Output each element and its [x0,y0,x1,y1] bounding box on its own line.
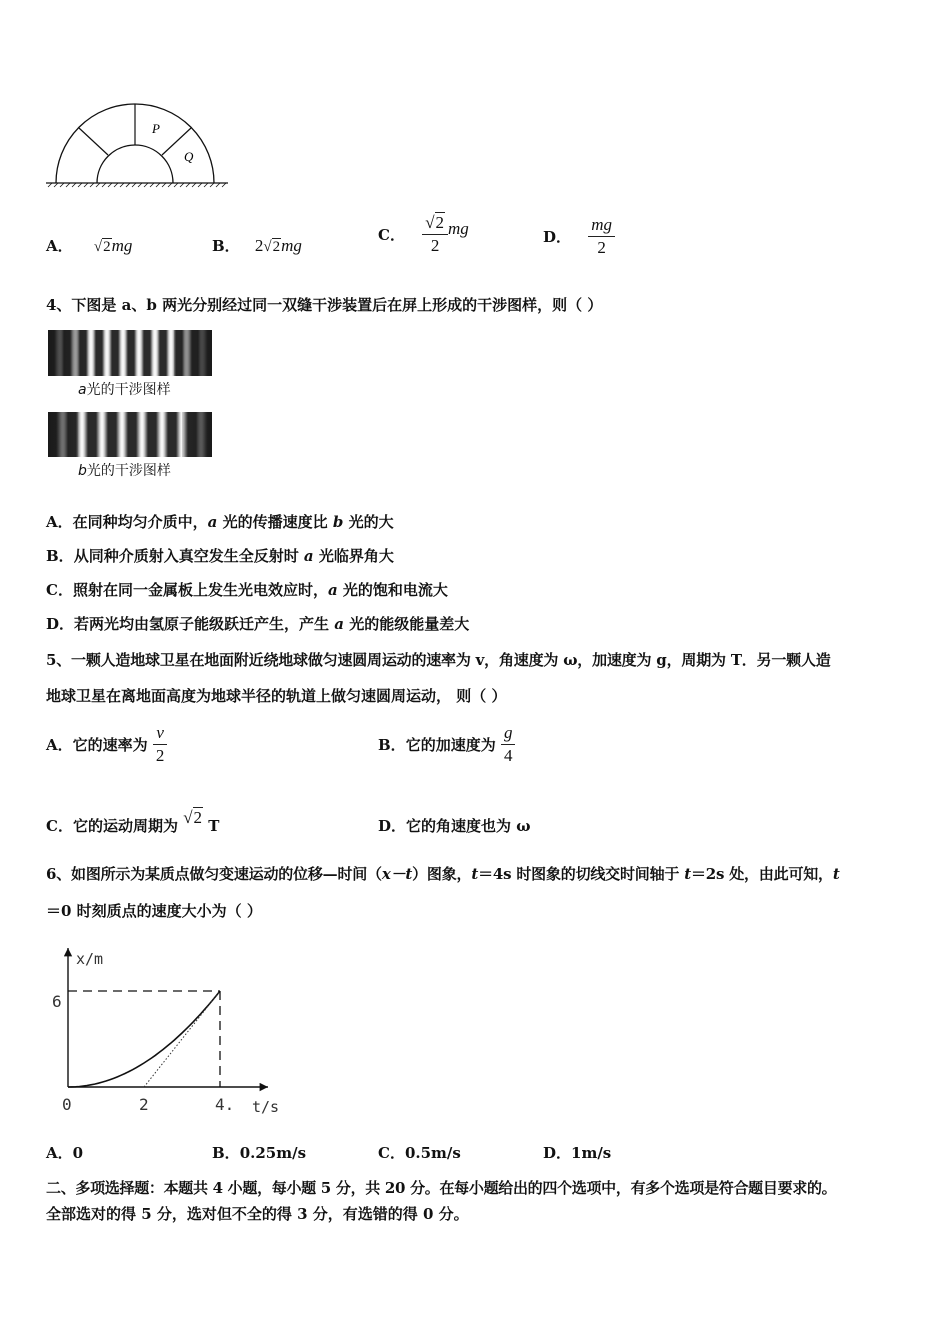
q3-option-c: C． $\frac{√2}{2}$ mg [378,213,469,255]
xt-chart [40,940,300,1125]
q4-option-b: B．从同种介质射入真空发生全反射时 a 光临界角大 [46,547,394,565]
q3-option-b: B． 2√2mg [212,236,302,255]
x-axis-label: t/s [252,1098,280,1116]
y-axis-label: x/m [76,950,104,968]
interference-pattern-b [48,412,212,457]
q6-stem-line1: 6、如图所示为某质点做匀变速运动的位移—时间（x－t）图象，t＝4s 时图象的切线交时间轴于 t＝2s 处，由此可知，t [46,865,840,883]
label-q: Q [184,149,194,164]
q5-stem-line1: 5、一颗人造地球卫星在地面附近绕地球做匀速圆周运动的速率为 v，角速度为 ω，加速度为 g，周期为 T．另一颗人造 [46,651,831,669]
q6-option-a: A．0 [46,1144,84,1162]
q5-option-a: A．它的速率为 $\frac{v}{2}$ [46,722,167,767]
q3-option-d: D． $\frac{mg}{2}$ [543,214,615,259]
x-tick-0: 0 [62,1095,72,1114]
q6-option-d: D．1m/s [543,1144,612,1162]
q4-option-c: C．照射在同一金属板上发生光电效应时，a 光的饱和电流大 [46,581,448,599]
section2-line2: 全部选对的得 5 分，选对但不全的得 3 分，有选错的得 0 分。 [46,1205,469,1223]
q4-stem: 4、下图是 a、b 两光分别经过同一双缝干涉装置后在屏上形成的干涉图样，则（ ） [46,296,603,314]
q4-option-a: A．在同种均匀介质中，a 光的传播速度比 b 光的大 [46,513,394,531]
q6-stem-line2: ＝0 时刻质点的速度大小为（ ） [46,902,262,920]
label-p: P [152,121,160,136]
q5-option-c: C．它的运动周期为 √2 T [46,808,220,835]
caption-a: a光的干涉图样 [78,382,171,398]
y-tick-6: 6 [52,992,62,1011]
section2-line1: 二、多项选择题：本题共 4 小题，每小题 5 分，共 20 分。在每小题给出的四个选项中，有多个选项是符合题目要求的。 [46,1179,837,1197]
q5-option-b: B．它的加速度为 $\frac{g}{4}$ [378,722,515,767]
position-curve [68,991,220,1087]
q5-option-d: D．它的角速度也为 ω [378,817,531,835]
q3-option-a: A． √2mg [46,236,133,255]
interference-pattern-a [48,330,212,376]
arch-figure [40,95,240,190]
x-tick-2: 4. [215,1095,235,1114]
x-tick-1: 2 [139,1095,149,1114]
q6-option-c: C．0.5m/s [378,1144,461,1162]
q6-option-b: B．0.25m/s [212,1144,307,1162]
caption-b: b光的干涉图样 [78,463,171,479]
q5-stem-line2: 地球卫星在离地面高度为地球半径的轨道上做匀速圆周运动， 则（ ） [46,687,507,705]
q4-option-d: D．若两光均由氢原子能级跃迁产生，产生 a 光的能级能量差大 [46,615,470,633]
